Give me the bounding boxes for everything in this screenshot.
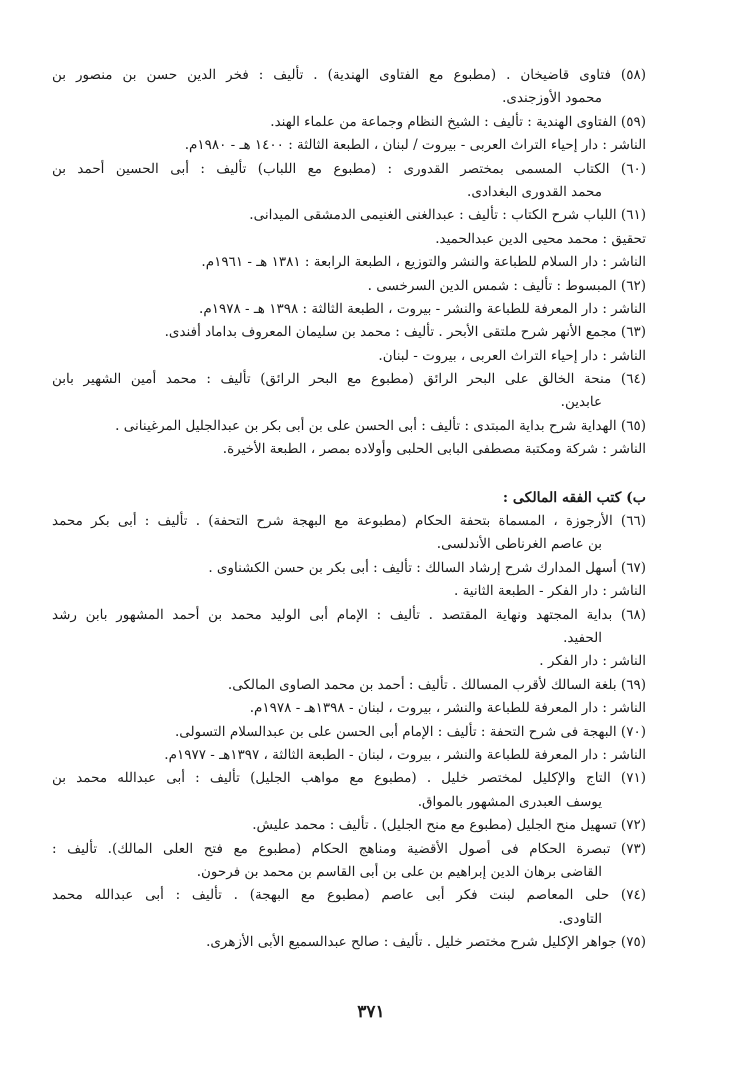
page-number: ٣٧١ xyxy=(357,1002,385,1022)
entry-68-cont: الحفيد. xyxy=(563,629,602,646)
entry-71-cont: يوسف العبدرى المشهور بالمواق. xyxy=(417,793,602,810)
entry-71: (٧١) التاج والإكليل لمختصر خليل . (مطبوع مع مواهب الجليل) تأليف : أبى عبدالله محمد بن xyxy=(52,770,646,787)
entry-58: (٥٨) فتاوى قاضيخان . (مطبوع مع الفتاوى الهندية) . تأليف : فخر الدين حسن بن منصور بن xyxy=(52,67,646,83)
entry-67: (٦٧) أسهل المدارك شرح إرشاد السالك : تأليف : أبى بكر بن حسن الكشناوى . xyxy=(208,559,646,576)
entry-74: (٧٤) حلى المعاصم لبنت فكر أبى عاصم (مطبوع مع البهجة) . تأليف : أبى عبدالله محمد xyxy=(52,887,646,904)
entry-75: (٧٥) جواهر الإكليل شرح مختصر خليل . تأليف : صالح عبدالسميع الأبى الأزهرى. xyxy=(206,934,646,951)
entry-73-cont: القاضى برهان الدين إبراهيم بن على بن أبى القاسم بن محمد بن فرحون. xyxy=(196,863,602,880)
entry-67-publisher: الناشر : دار الفكر - الطبعة الثانية . xyxy=(453,583,646,600)
entry-66-cont: بن عاصم الغرناطى الأندلسى. xyxy=(436,536,602,553)
entry-69: (٦٩) بلغة السالك لأقرب المسالك . تأليف : أحمد بن محمد الصاوى المالكى. xyxy=(227,676,646,693)
entry-63: (٦٣) مجمع الأنهر شرح ملتقى الأبحر . تأليف : محمد بن سليمان المعروف بداماد أفندى. xyxy=(164,324,646,341)
entry-62-publisher: الناشر : دار المعرفة للطباعة والنشر - بيروت ، الطبعة الثالثة : ١٣٩٨ هـ - ١٩٧٨م. xyxy=(199,300,646,317)
entry-68: (٦٨) بداية المجتهد ونهاية المقتصد . تأليف : الإمام أبى الوليد محمد بن أحمد المشهور بابن رشد xyxy=(52,606,646,623)
entry-58-cont: محمود الأوزجندى. xyxy=(502,90,602,107)
entry-61: (٦١) اللباب شرح الكتاب : تأليف : عبدالغنى الغنيمى الدمشقى الميدانى. xyxy=(249,207,646,224)
entry-59: (٥٩) الفتاوى الهندية : تأليف : الشيخ النظام وجماعة من علماء الهند. xyxy=(270,113,646,130)
section-heading: ب) كتب الفقه المالكى : xyxy=(502,489,646,506)
section-gap xyxy=(52,462,646,487)
entry-65: (٦٥) الهداية شرح بداية المبتدى : تأليف : أبى الحسن على بن أبى بكر بن عبدالجليل المرغينانى . xyxy=(115,417,646,434)
entry-62: (٦٢) المبسوط : تأليف : شمس الدين السرخسى . xyxy=(367,277,646,294)
entry-69-publisher: الناشر : دار المعرفة للطباعة والنشر ، بيروت ، لبنان - ١٣٩٨هـ - ١٩٧٨م. xyxy=(249,700,646,717)
entry-70-publisher: الناشر : دار المعرفة للطباعة والنشر ، بيروت ، لبنان - الطبعة الثالثة ، ١٣٩٧هـ - ١٩٧٧م. xyxy=(164,746,646,763)
entry-65-publisher: الناشر : شركة ومكتبة مصطفى البابى الحلبى وأولاده بمصر ، الطبعة الأخيرة. xyxy=(222,441,646,458)
entry-74-cont: التاودى. xyxy=(558,910,602,927)
entry-72: (٧٢) تسهيل منح الجليل (مطبوع مع منح الجليل) . تأليف : محمد عليش. xyxy=(252,817,646,834)
entry-73: (٧٣) تبصرة الحكام فى أصول الأقضية ومناهج الحكام (مطبوع مع فتح العلى المالك). تأليف : xyxy=(52,840,646,857)
bibliography-content xyxy=(52,64,646,954)
entry-70: (٧٠) البهجة فى شرح التحفة : تأليف : الإمام أبى الحسن على بن عبدالسلام التسولى. xyxy=(174,723,646,740)
entry-64-cont: عابدين. xyxy=(560,394,602,411)
entry-61-publisher: الناشر : دار السلام للطباعة والنشر والتوزيع ، الطبعة الرابعة : ١٣٨١ هـ - ١٩٦١م. xyxy=(201,254,646,271)
entry-60-cont: محمد القدورى البغدادى. xyxy=(467,183,602,200)
entry-61-editor: تحقيق : محمد محيى الدين عبدالحميد. xyxy=(435,230,646,247)
entry-59-publisher: الناشر : دار إحياء التراث العربى - بيروت / لبنان ، الطبعة الثالثة : ١٤٠٠ هـ - ١٩٨٠م. xyxy=(184,137,646,154)
entry-68-publisher: الناشر : دار الفكر . xyxy=(539,653,646,670)
entry-63-publisher: الناشر : دار إحياء التراث العربى ، بيروت - لبنان. xyxy=(378,347,646,364)
entry-64: (٦٤) منحة الخالق على البحر الرائق (مطبوع مع البحر الرائق) تأليف : محمد أمين الشهير بابن xyxy=(52,371,646,388)
entry-60: (٦٠) الكتاب المسمى بمختصر القدورى : (مطبوع مع اللباب) تأليف : أبى الحسين أحمد بن xyxy=(52,160,646,177)
entry-66: (٦٦) الأرجوزة ، المسماة بتحفة الحكام (مطبوعة مع البهجة شرح التحفة) . تأليف : أبى بكر محمد xyxy=(52,513,646,530)
